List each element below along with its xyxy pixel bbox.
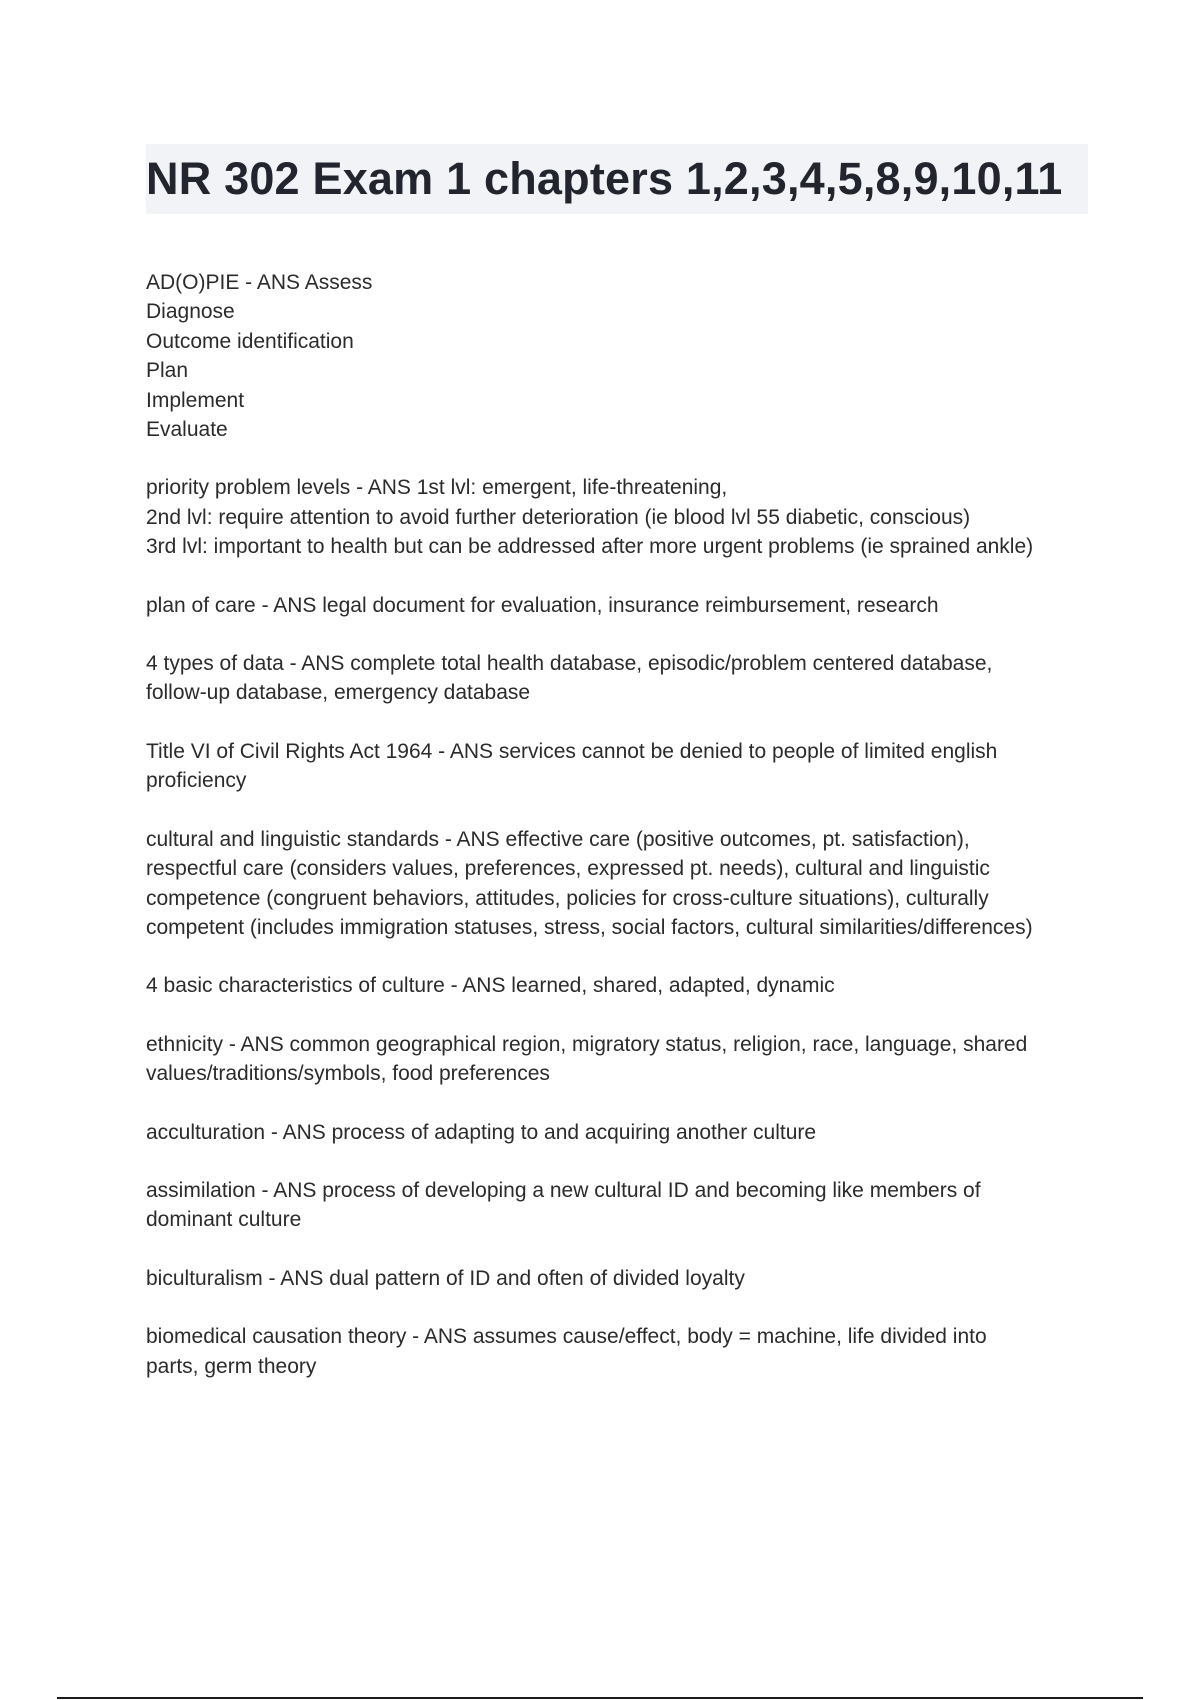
entry-title-vi: Title VI of Civil Rights Act 1964 - ANS services cannot be denied to people of limited english proficiency <box>146 739 998 793</box>
entry-biculturalism: biculturalism - ANS dual pattern of ID and often of divided loyalty <box>146 1266 745 1290</box>
entry-cultural-linguistic-standards: cultural and linguistic standards - ANS effective care (positive outcomes, pt. satisfaction), respectful care (considers values, preferences, expressed pt. needs), cultural and linguistic competence (congruent behaviors, attitudes, policies for cross-culture situations), culturally competent (includes immigration statuses, stress, social factors, cultural similarities/differences) <box>146 827 1033 939</box>
entry-ethnicity: ethnicity - ANS common geographical region, migratory status, religion, race, language, shared values/traditions/symbols, food preferences <box>146 1032 1028 1086</box>
entry-adopie: AD(O)PIE - ANS Assess Diagnose Outcome identification Plan Implement Evaluate <box>146 271 373 442</box>
entry-biomedical-causation-theory: biomedical causation theory - ANS assumes cause/effect, body = machine, life divided into parts, germ theory <box>146 1325 987 1378</box>
footer-divider <box>57 1697 1143 1699</box>
entry-priority-problem-levels: priority problem levels - ANS 1st lvl: emergent, life-threatening, 2nd lvl: require attention to avoid further deterioration (ie blood lvl 55 diabetic, conscious) 3rd lvl: important to health but can be addressed after more urgent problems (ie sprained ankle) <box>146 476 1034 559</box>
entry-plan-of-care: plan of care - ANS legal document for evaluation, insurance reimbursement, research <box>146 593 939 617</box>
flashcard-list <box>146 268 1096 1410</box>
document-title: NR 302 Exam 1 chapters 1,2,3,4,5,8,9,10,11 <box>146 153 1063 204</box>
entry-types-of-data: 4 types of data - ANS complete total health database, episodic/problem centered database, follow-up database, emergency database <box>146 652 993 705</box>
entry-assimilation: assimilation - ANS process of developing a new cultural ID and becoming like members of dominant culture <box>146 1178 981 1232</box>
entry-acculturation: acculturation - ANS process of adapting to and acquiring another culture <box>146 1120 817 1144</box>
entry-characteristics-of-culture: 4 basic characteristics of culture - ANS learned, shared, adapted, dynamic <box>146 974 835 998</box>
